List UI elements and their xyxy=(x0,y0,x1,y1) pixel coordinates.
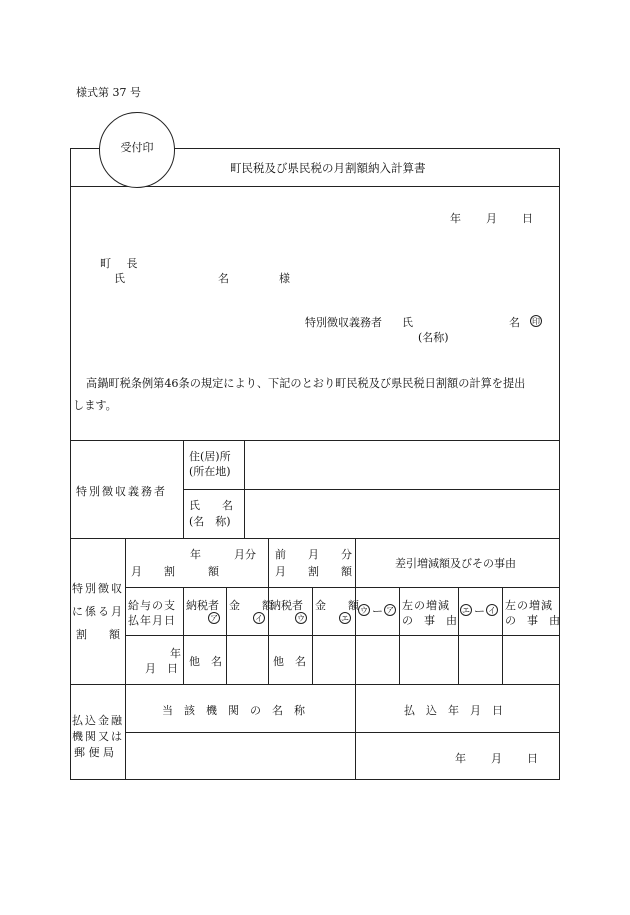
monthly-col-divider-e xyxy=(355,538,356,780)
obligor-name-label-1: 氏 名 xyxy=(189,499,233,512)
payment-day: 日 xyxy=(527,752,538,765)
reason-header-2a: 左の増減 xyxy=(505,599,553,612)
payment-label-2: 機関又は xyxy=(72,730,124,743)
obligor-col-divider-1 xyxy=(183,440,184,538)
current-amount-header: 金 額 xyxy=(229,599,273,612)
payment-month: 月 xyxy=(491,752,502,765)
monthly-col-divider-h xyxy=(502,587,503,684)
monthly-label-2: に係る月 xyxy=(72,605,124,618)
form-number: 様式第 37 号 xyxy=(76,86,141,99)
addressee-shi: 氏 xyxy=(114,272,125,285)
institution-name-header: 当 該 機 関 の 名 称 xyxy=(162,704,305,717)
circle-a-icon: ア xyxy=(210,614,218,623)
dash-2: ー xyxy=(474,605,485,618)
obligor-name-label-2: (名 称) xyxy=(189,515,231,528)
payment-label-1: 払込金融 xyxy=(72,714,124,727)
obligor-line-mei: 名 xyxy=(509,316,520,329)
pay-date-year: 年 xyxy=(170,647,181,660)
obligor-address-label-1: 住(居)所 xyxy=(189,450,231,463)
obligor-line-shi: 氏 xyxy=(402,316,413,329)
payment-label-3: 郵 便 局 xyxy=(74,746,114,759)
form-title: 町民税及び県民税の月割額納入計算書 xyxy=(230,161,426,175)
addressee-sama: 様 xyxy=(279,272,290,285)
circle-u-icon: ウ xyxy=(297,614,305,623)
addressee-mei: 名 xyxy=(218,272,229,285)
obligor-line-label: 特別徴収義務者 xyxy=(305,316,382,329)
obligor-bottom-divider xyxy=(70,538,560,539)
seal-icon: 印 xyxy=(532,317,540,326)
body-text-line2: します。 xyxy=(73,399,117,412)
reason-header-1a: 左の増減 xyxy=(402,599,450,612)
circle-e-icon-diff: エ xyxy=(462,606,470,615)
monthly-col-divider-b xyxy=(226,587,227,684)
prev-taxpayers-header: 納税者 xyxy=(270,599,303,612)
circle-e-icon: エ xyxy=(341,614,349,623)
monthly-col-divider-a xyxy=(183,587,184,684)
reason-header-1b: の 事 由 xyxy=(402,614,457,627)
stamp-label: 受付印 xyxy=(120,141,154,154)
addressee-title: 町 長 xyxy=(100,257,144,270)
date-year: 年 xyxy=(450,212,461,225)
monthly-col-divider-g xyxy=(458,587,459,684)
current-month-top: 年 月分 xyxy=(190,548,256,561)
circle-i-icon-diff: イ xyxy=(488,606,496,615)
circle-u-icon-diff: ウ xyxy=(360,606,368,615)
current-month-bottom: 月 割 額 xyxy=(131,565,219,578)
current-others: 他 名 xyxy=(189,655,222,668)
pay-date-header-2: 払年月日 xyxy=(128,614,176,627)
obligor-name-field[interactable] xyxy=(245,490,559,537)
date-month: 月 xyxy=(486,212,497,225)
obligor-address-field[interactable] xyxy=(245,441,559,488)
obligor-section-label: 特別徴収義務者 xyxy=(76,485,167,498)
monthly-col-divider-d xyxy=(312,587,313,684)
circle-a-icon-diff: ア xyxy=(386,606,394,615)
prev-month-top: 前 月 分 xyxy=(275,548,352,561)
monthly-header-divider xyxy=(125,587,560,588)
payment-date-header: 払 込 年 月 日 xyxy=(404,704,503,717)
reason-header-2b: の 事 由 xyxy=(505,614,560,627)
current-taxpayers-header: 納税者 xyxy=(186,599,219,612)
obligor-line-name-alt: (名称) xyxy=(418,331,449,344)
dash-1: ー xyxy=(372,605,383,618)
payment-year: 年 xyxy=(455,752,466,765)
monthly-bottom-divider xyxy=(70,684,560,685)
monthly-label-1: 特別徴収 xyxy=(72,582,124,595)
monthly-label-3: 割 額 xyxy=(76,628,120,641)
diff-header: 差引増減額及びその事由 xyxy=(395,557,516,570)
prev-others: 他 名 xyxy=(273,655,306,668)
date-day: 日 xyxy=(522,212,533,225)
monthly-col-divider-f xyxy=(399,587,400,684)
obligor-address-label-2: (所在地) xyxy=(189,465,231,478)
body-text-line1: 高鍋町税条例第46条の規定により、下記のとおり町民税及び県民税日割額の計算を提出 xyxy=(86,377,526,390)
monthly-subheader-divider xyxy=(125,635,560,636)
circle-i-icon: イ xyxy=(255,614,263,623)
pay-date-md: 月 日 xyxy=(145,662,178,675)
pay-date-header-1: 給与の支 xyxy=(128,599,176,612)
reception-stamp-circle xyxy=(99,112,175,188)
institution-name-field[interactable] xyxy=(126,733,354,779)
prev-month-bottom: 月 割 額 xyxy=(275,565,352,578)
prev-amount-header: 金 額 xyxy=(315,599,359,612)
